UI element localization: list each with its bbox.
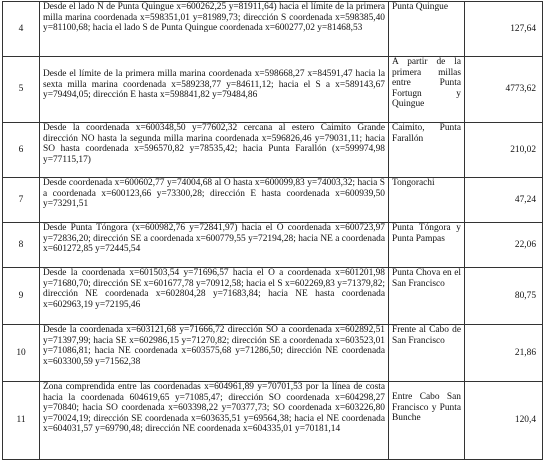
zone-place: Punta Tóngora y Punta Pampas [389,223,465,268]
zone-area: 120,4 [465,382,543,460]
table-row [3,268,543,325]
table-row [3,325,543,382]
zone-number: 9 [3,268,40,325]
zone-number: 10 [3,325,40,382]
zones-table [2,1,543,460]
zone-area: 47,24 [465,178,543,223]
zone-area: 21,86 [465,325,543,382]
zone-description: Desde la coordenada x=601503,54 y=71696,57 hacia el O a coordenada x=601201,98 y=71680,70; dirección SE x=601677,78 y=70912,58; hacia el S x=602269,83 y=71379,82; dirección NE coordenada x=602804,28 y=71683,84; hacia NE hasta coordenada x=602963,19 y=72195,46 [40,268,389,325]
zone-description: Desde el límite de la primera milla marina coordenada x=598668,27 x=84591,47 hacia la sexta milla marina coordenada x=589238,77 y=84611,12; hacia el S a x=589143,67 y=79494,05; dirección E hasta x=598841,82 y=79484,86 [40,57,389,123]
zone-area: 22,06 [465,223,543,268]
zone-description: Desde Punta Tóngora (x=600982,76 y=72841,97) hacia el O coordenada x=600723,97 y=72836,20; dirección SE a coordenada x=600779,55 y=72194,28; hacia NE a coordenada x=601272,85 y=72445,54 [40,223,389,268]
zone-number: 4 [3,2,40,57]
zone-area: 127,64 [465,2,543,57]
table-row [3,382,543,460]
zone-area: 210,02 [465,123,543,178]
zone-area: 80,75 [465,268,543,325]
table-row [3,2,543,57]
zone-number: 11 [3,382,40,460]
zone-place: Punta Chova en el San Francisco [389,268,465,325]
zone-description: Desde coordenada x=600602,77 y=74004,68 al O hasta x=600099,83 y=74003,32; hacia S a coordenada x=600123,66 y=73300,28; dirección E hasta coordenada x=600939,50 y=73291,51 [40,178,389,223]
zone-description: Zona comprendida entre las coordenadas x=604961,89 y=70701,53 por la línea de costa hacia la coordenada 604619,65 y=71085,47; dirección SO coordenada x=604298,27 y=70840; hacia SO coordenada x=603398,22 y=70377,73; SO coordenada x=603226,80 y=70024,19; dirección SE coordenada x=603635,51 y=69564,38; hacia el NE coordenada x=604031,57 y=69790,48; dirección NE coordenada x=604335,01 y=70181,14 [40,382,389,460]
zone-description: Desde el lado N de Punta Quingue x=600262,25 y=81911,64) hacia el límite de la primera milla marina coordenada x=598351,01 y=81989,73; dirección S coordenada x=598385,40 y=81100,68; hacia el lado S de Punta Quingue coordenada x=600277,02 y=81468,53 [40,2,389,57]
zone-place: Frente al Cabo de San Francisco [389,325,465,382]
zone-number: 8 [3,223,40,268]
table-row [3,223,543,268]
zone-area: 4773,62 [465,57,543,123]
table-row [3,57,543,123]
zone-place: Entre Cabo San Francisco y Punta Bunche [389,382,465,460]
table-row [3,178,543,223]
zone-place: Tongorachi [389,178,465,223]
table-row [3,123,543,178]
zone-place: Punta Quingue [389,2,465,57]
zone-number: 7 [3,178,40,223]
zone-description: Desde la coordenada x=600348,50 y=77602,32 cercana al estero Caimito Grande dirección NO hasta la segunda milla marina coordenada x=596826,46 y=79031,11; hacia SO hasta coordenada x=596570,82 y=78535,42; hacia Punta Farallón (x=599974,98 y=77115,17) [40,123,389,178]
zone-description: Desde la coordenada x=603121,68 y=71666,72 dirección SO a coordenada x=602892,51 y=71397,99; hacia SE x=602986,15 y=71270,82; dirección SE a coordenada x=603523,01 y=71086,81; hacia NE coordenada x=603575,68 y=71286,50; dirección NE coordenada x=603300,59 y=71562,38 [40,325,389,382]
zone-place: Caimito, Punta Farallón [389,123,465,178]
zone-number: 5 [3,57,40,123]
zone-place: A partir de la primera millas entre Punta Fortugn y Quingue [389,57,465,123]
zone-number: 6 [3,123,40,178]
